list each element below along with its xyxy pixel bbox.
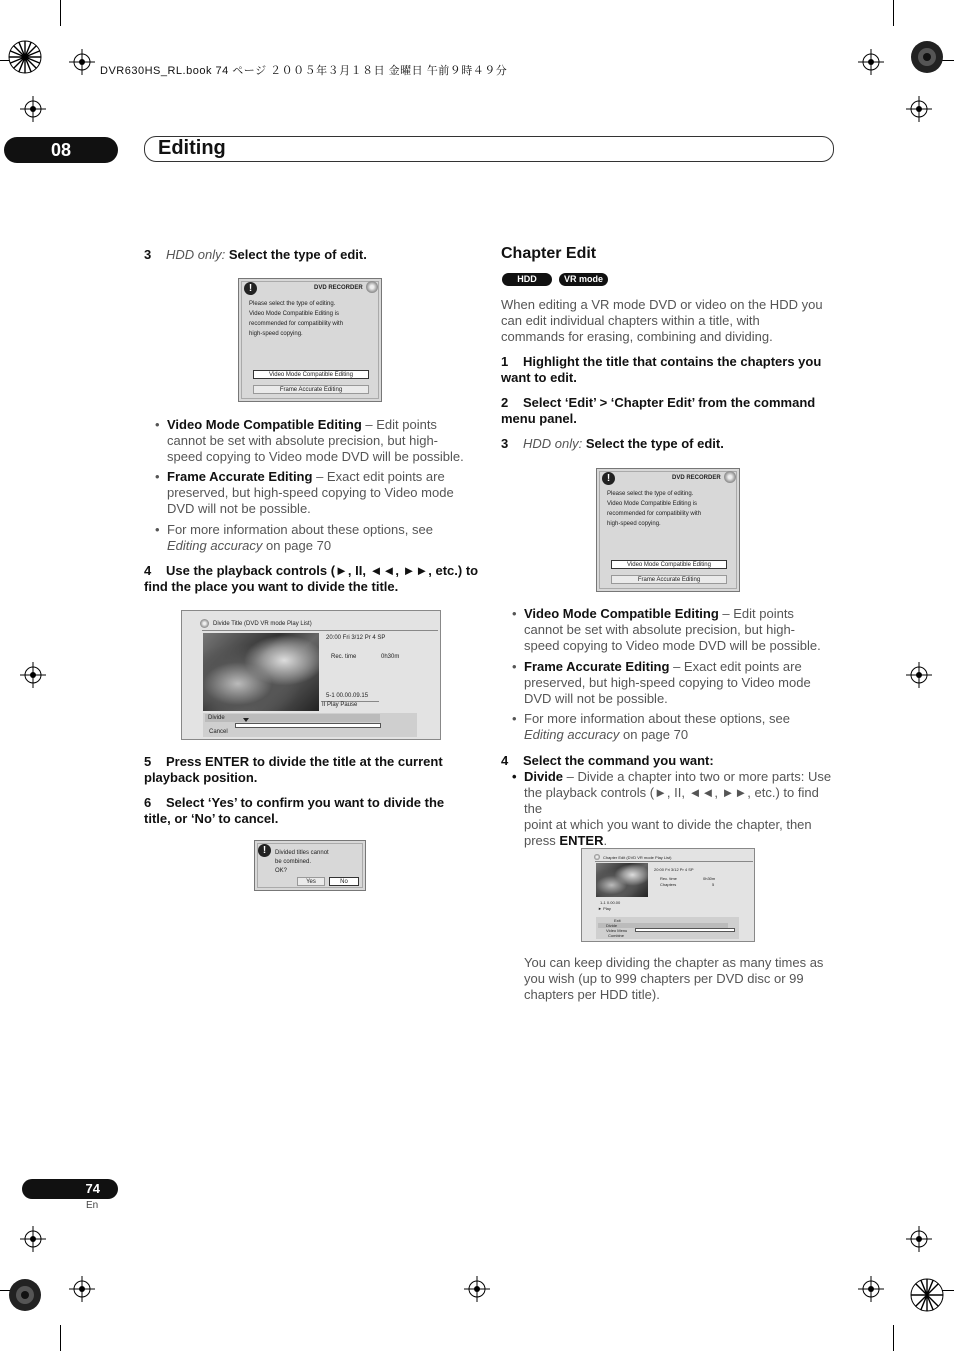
crosshair-target-icon [906,1226,932,1252]
vr-mode-badge: VR mode [559,273,608,286]
crosshair-target-icon [906,96,932,122]
rec-time-value: 0h30m [703,876,716,881]
playback-status: ► Play [598,906,611,911]
disc-icon [200,619,209,628]
screen-info: 20:00 Fri 3/12 Pr 4 SP [326,635,386,641]
print-header: DVR630HS_RL.book 74 ページ ２００５年３月１８日 金曜日 午前９時４９分 [100,65,508,77]
registration-sunburst-icon [8,40,42,74]
right-step-4: 4 Select the command you want: [501,753,714,768]
divide-title-screen [181,610,441,740]
video-menu-button[interactable]: Video Menu [606,928,628,933]
section-title: Chapter Edit [501,245,597,262]
left-bullet-video-mode: • Video Mode Compatible Editing – Edit points cannot be set with absolute precision, but high- speed copying to Video mode DVD will be possible. [155,417,464,464]
video-thumbnail [203,633,319,711]
no-button[interactable]: No [329,877,359,886]
warning-icon: ! [602,472,615,485]
crop-mark [60,1325,61,1351]
registration-sunburst-icon [910,1278,944,1312]
crop-mark [893,0,894,26]
right-step-3: 3 HDD only: Select the type of edit. [501,436,724,451]
screen-info: 20:00 Fri 3/12 Pr 4 SP [654,867,694,872]
chapter-edit-screen [581,848,755,942]
left-step-4: 4 Use the playback controls (►, II, ◄◄, ►►, etc.) to find the place you want to divide the title. [144,563,479,594]
left-step-3: 3 HDD only: Select the type of edit. [144,247,367,262]
rec-time-value: 0h30m [381,654,400,660]
right-bullet-video-mode: • Video Mode Compatible Editing – Edit points cannot be set with absolute precision, but high- speed copying to Video mode DVD will be possible. [512,606,821,653]
divide-button[interactable]: Divide [598,923,728,928]
right-bullet-frame-accurate: • Frame Accurate Editing – Exact edit points are preserved, but high-speed copying to Video mode DVD will not be possible. [512,659,811,706]
cancel-button[interactable]: Cancel [209,729,228,735]
language-code: En [86,1200,99,1211]
registration-sunburst-icon [8,1278,42,1312]
combine-button[interactable]: Combine [608,933,625,938]
crop-mark [60,0,61,26]
right-step-2: 2 Select ‘Edit’ > ‘Chapter Edit’ from the command menu panel. [501,395,816,426]
dialog-message: Please select the type of editing. Video Mode Compatible Editing is recommended for compatibility with high-speed copying. [249,301,344,337]
rec-time-label: Rec. time [331,654,357,660]
dialog-message: Please select the type of editing. Video Mode Compatible Editing is recommended for compatibility with high-speed copying. [607,491,702,527]
crosshair-target-icon [20,1226,46,1252]
divide-bullet: • Divide – Divide a chapter into two or more parts: Use the playback controls (►, II, ◄◄, ►►, etc.) to find the point at which you want to divide the chapter, then press ENTER. [512,769,832,848]
chapter-edit-intro: When editing a VR mode DVD or video on the HDD you can edit individual chapters within a title, with commands for erasing, combining and dividing. [501,297,823,344]
page-number: 74 [22,1179,118,1199]
disc-icon [366,281,378,293]
right-step-1: 1 Highlight the title that contains the chapters you want to edit. [501,354,822,385]
edit-type-dialog [596,468,740,592]
rec-time-label: Rec. time [660,876,677,881]
frame-accurate-option[interactable]: Frame Accurate Editing [611,575,727,584]
crosshair-target-icon [464,1276,490,1302]
chapter-bar [144,136,834,162]
crosshair-target-icon [69,49,95,75]
dialog-title: DVD RECORDER [314,285,363,291]
playback-position: 1-1 0.00.00 [600,900,621,905]
right-bullet-more-info: • For more information about these options, see Editing accuracy on page 70 [512,711,790,742]
crosshair-target-icon [20,96,46,122]
frame-accurate-option[interactable]: Frame Accurate Editing [253,385,369,394]
left-bullet-more-info: • For more information about these options, see Editing accuracy on page 70 [155,522,433,553]
warning-icon: ! [244,282,257,295]
screen-title: Divide Title (DVD VR mode Play List) [213,621,312,627]
left-step-6: 6 Select ‘Yes’ to confirm you want to divide the title, or ‘No’ to cancel. [144,795,445,826]
disc-icon [724,471,736,483]
closing-note: You can keep dividing the chapter as many times as you wish (up to 999 chapters per DVD disc or 99 chapters per HDD title). [524,955,824,1002]
video-mode-compatible-option[interactable]: Video Mode Compatible Editing [253,370,369,379]
hdd-badge: HDD [502,273,552,286]
crosshair-target-icon [69,1276,95,1302]
divide-confirm-dialog [254,840,366,891]
playback-position: 5-1 00.00.09.15 [326,693,369,699]
chapters-value: 5 [712,882,715,887]
disc-icon [594,854,600,860]
video-thumbnail [596,863,648,897]
playback-timeline[interactable] [635,928,735,932]
registration-sunburst-icon [910,40,944,74]
position-marker-icon [243,718,249,722]
crosshair-target-icon [20,662,46,688]
edit-type-dialog [238,278,382,402]
crosshair-target-icon [858,1276,884,1302]
yes-button[interactable]: Yes [297,877,325,886]
crosshair-target-icon [906,662,932,688]
screen-title: Chapter Edit (DVD VR mode Play List) [603,855,672,860]
exit-button[interactable]: Exit [614,918,621,923]
left-bullet-frame-accurate: • Frame Accurate Editing – Exact edit points are preserved, but high-speed copying to Video mode DVD will not be possible. [155,469,454,516]
playback-status: II Play Pause [322,702,358,708]
crop-mark [893,1325,894,1351]
divide-button[interactable]: Divide [205,714,380,722]
chapters-label: Chapters [660,882,677,887]
dialog-title: DVD RECORDER [672,475,721,481]
left-step-5: 5 Press ENTER to divide the title at the current playback position. [144,754,443,785]
warning-icon: ! [258,844,271,857]
chapter-number: 08 [4,137,118,163]
confirm-message: Divided titles cannot be combined. OK? [275,850,329,874]
playback-timeline[interactable] [235,723,381,728]
crosshair-target-icon [858,49,884,75]
chapter-title: Editing [158,137,226,159]
video-mode-compatible-option[interactable]: Video Mode Compatible Editing [611,560,727,569]
